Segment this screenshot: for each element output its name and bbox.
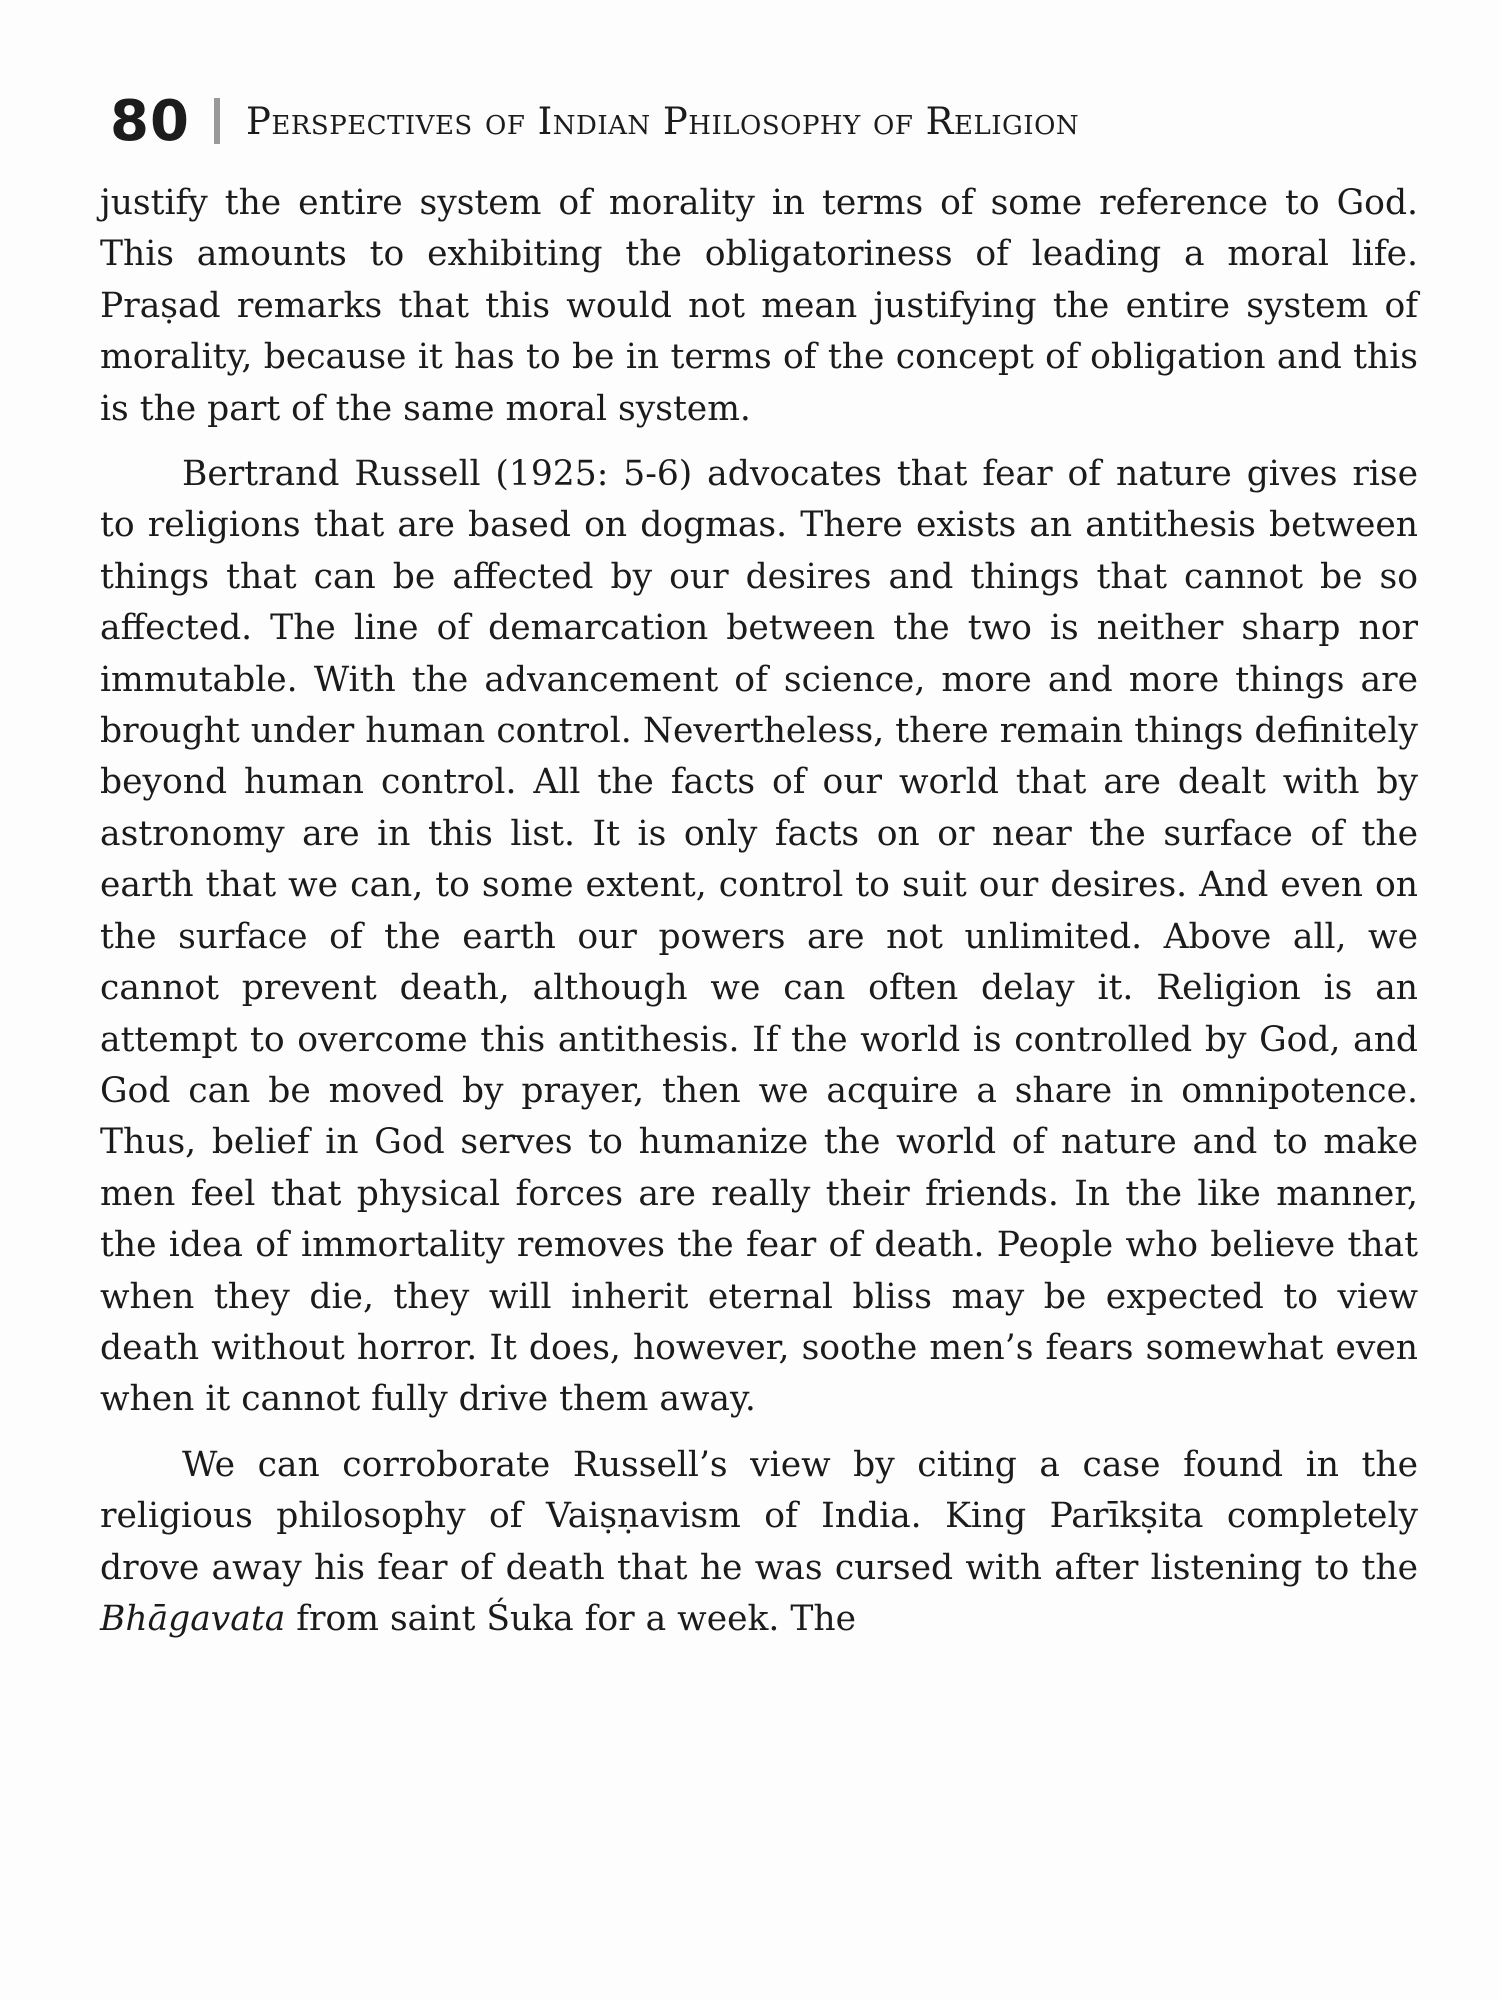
header-divider [214, 98, 220, 144]
paragraph-russell: Bertrand Russell (1925: 5-6) advocates that fear of nature gives rise to religions that are based on dogmas. There exists an antithesis between things that can be affected by our desires and things that cannot be so affected. The line of demarcation between the two is neither sharp nor immutable. With the advancement of science, more and more things are brought under human control. Nevertheless, there remain things definitely beyond human control. All the facts of our world that are dealt with by astronomy are in this list. It is only facts on or near the surface of the earth that we can, to some extent, control to suit our desires. And even on the surface of the earth our powers are not unlimited. Above all, we cannot prevent death, although we can often delay it. Religion is an attempt to overcome this antithesis. If the world is controlled by God, and God can be moved by prayer, then we acquire a share in omnipotence. Thus, belief in God serves to humanize the world of nature and to make men feel that physical forces are really their friends. In the like manner, the idea of immortality removes the fear of death. People who believe that when they die, they will inherit eternal bliss may be expected to view death without horror. It does, however, soothe men’s fears somewhat even when it cannot fully drive them away. [100, 454, 1418, 1420]
paragraph-continued: justify the entire system of morality in terms of some reference to God. This amounts to exhibiting the obligatoriness of leading a moral life. Praṣad remarks that this would not mean justifying the entire system of morality, because it has to be in terms of the concept of obligation and this is the part of the same moral system. [100, 183, 1418, 429]
body-text [100, 178, 1418, 1645]
running-head [110, 86, 1410, 156]
page-number: 80 [110, 88, 190, 154]
paragraph-corroborate [100, 1440, 1418, 1646]
paragraph-gap [100, 1426, 1418, 1440]
paragraph-text-end: from saint Śuka for a week. The [285, 1598, 857, 1639]
book-title: Perspectives of Indian Philosophy of Religion [245, 99, 1080, 143]
paragraph-gap [100, 435, 1418, 449]
paragraph-text-start: We can corroborate Russell’s view by citing a case found in the religious philosophy of Vaiṣṇavism of India. King Parīkṣita completely drove away his fear of death that he was cursed with after listening to the [100, 1444, 1418, 1588]
italic-title-bhagavata: Bhāgavata [100, 1598, 286, 1639]
